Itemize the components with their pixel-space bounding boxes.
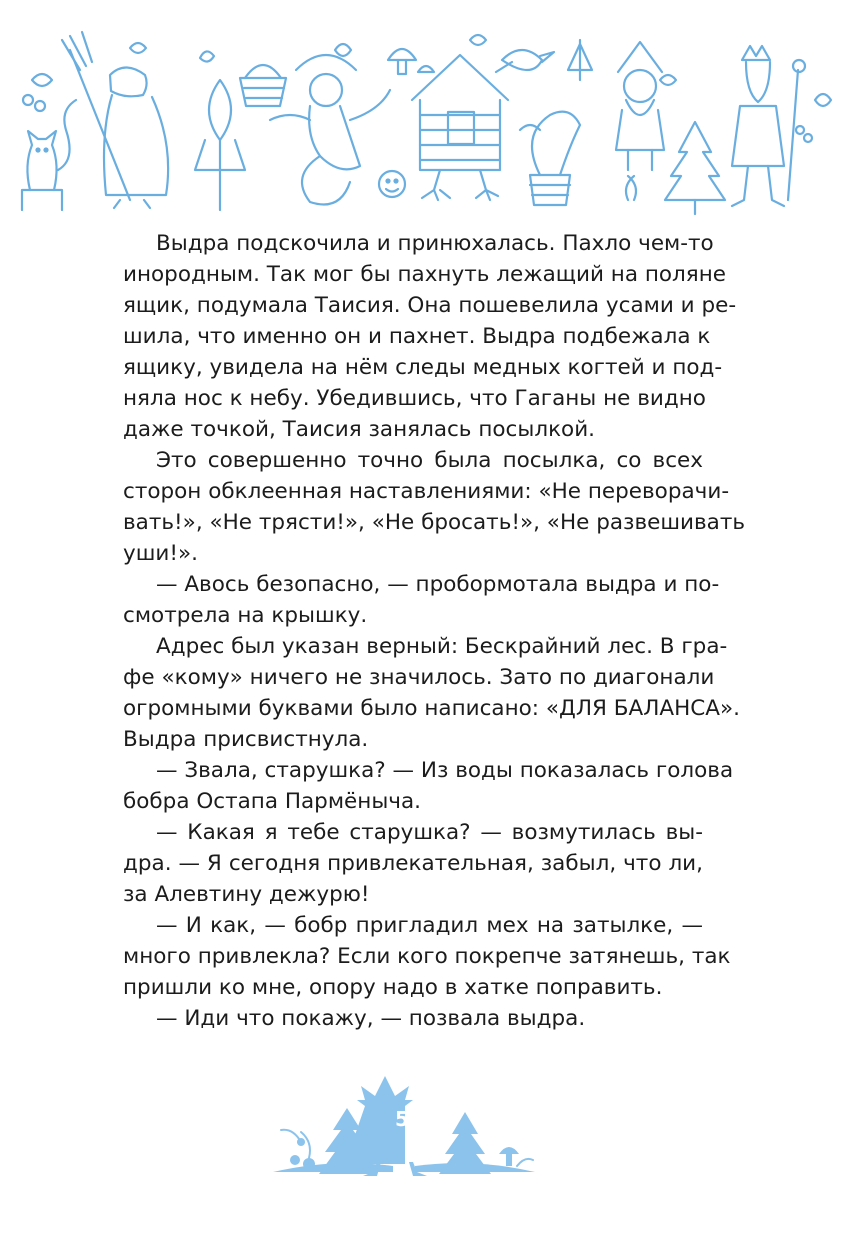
text-line: фе «кому» ничего не значилось. Зато по диагонали [123, 665, 715, 690]
text-line: сторон обклеенная наставлениями: «Не переворачи- [123, 479, 730, 504]
fir-tree-icon [568, 40, 725, 214]
paragraph [123, 910, 731, 1003]
text-line: — Иди что покажу, — позвала выдра. [156, 1006, 586, 1031]
paragraph [123, 817, 703, 910]
header-illustration [0, 0, 845, 225]
text-line: — Авось безопасно, — пробормотала выдра и по- [156, 572, 720, 597]
text-line: бобра Остапа Пармёныча. [123, 789, 422, 814]
paragraph [123, 569, 720, 631]
text-line: ящику, увидела на нём следы медных когтей и под- [123, 355, 723, 380]
berry-icon [23, 95, 812, 142]
text-line: Это совершенно точно была посылка, со всех [156, 448, 703, 473]
paragraph [123, 755, 734, 817]
mushroom-icon [388, 49, 434, 74]
paragraph [123, 445, 746, 569]
hut-on-chicken-legs-icon [412, 55, 508, 200]
leaf-icon [32, 35, 831, 106]
crow-icon [496, 50, 554, 72]
kolobok-icon [379, 171, 405, 197]
fir-tree-icon [439, 1112, 491, 1174]
text-line: много привлекла? Если кого покрепче затянешь, так [123, 944, 731, 969]
text-line: пришли ко мне, опору надо в хатке поправить. [123, 975, 663, 1000]
pike-in-bucket-icon [520, 112, 580, 205]
text-line: Адрес был указан верный: Бескрайний лес. В гра- [156, 634, 728, 659]
basket-icon [240, 65, 286, 106]
text-line: даже точкой, Таисия занялась посылкой. [123, 417, 596, 442]
text-line: Выдра подскочила и принюхалась. Пахло чем-то [156, 231, 714, 256]
koschei-icon [732, 46, 805, 206]
cat-icon [22, 100, 76, 210]
text-line: огромными буквами было написано: «ДЛЯ БАЛАНСА». [123, 696, 740, 721]
text-line: — Звала, старушка? — Из воды показалась голова [156, 758, 734, 783]
text-line: дра. — Я сегодня привлекательная, забыл, что ли, [123, 851, 703, 876]
text-line: за Алевтину дежурю! [123, 882, 370, 907]
text-line: уши!». [123, 541, 198, 566]
mushroom-icon [499, 1147, 519, 1154]
paragraph [123, 1003, 703, 1034]
mermaid-icon [270, 55, 390, 205]
berry-icon [290, 1138, 315, 1170]
text-line: няла нос к небу. Убедившись, что Гаганы не видно [123, 386, 706, 411]
dwarf-icon [616, 42, 664, 170]
paragraph [123, 228, 737, 445]
tree-icon [195, 80, 245, 210]
text-line: шила, что именно он и пахнет. Выдра подбежала к [123, 324, 711, 349]
text-line: инородным. Так мог бы пахнуть лежащий на поляне [123, 262, 727, 287]
baba-yaga-icon [62, 32, 168, 208]
text-line: Выдра присвистнула. [123, 727, 369, 752]
paragraph [123, 631, 740, 755]
text-line: — Какая я тебе старушка? — возмутилась вы- [156, 820, 703, 845]
text-line: ящик, подумала Таисия. Она пошевелила усами и ре- [123, 293, 737, 318]
page-number: 5 [395, 1107, 409, 1131]
text-line: смотрела на крышку. [123, 603, 368, 628]
text-line: — И как, — бобр пригладил мех на затылке, — [156, 913, 703, 938]
story-text [123, 228, 746, 1034]
text-line: вать!», «Не трясти!», «Не бросать!», «Не развешивать [123, 510, 746, 535]
